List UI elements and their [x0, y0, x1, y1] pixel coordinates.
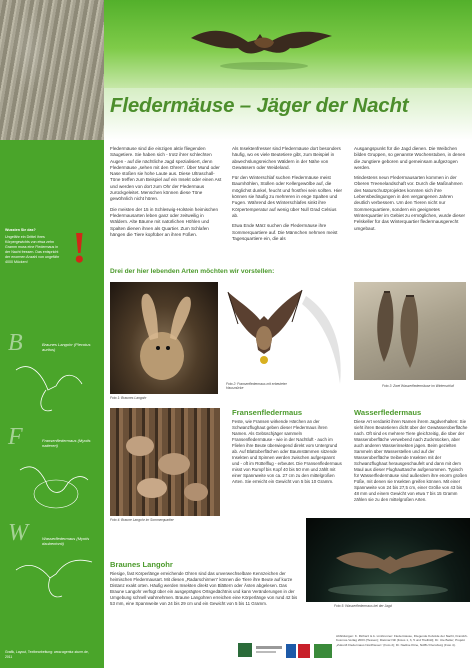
caption-photo-4: Foto 4: Braune Langohr im Sommerquartier [110, 518, 174, 522]
caption-photo-3: Foto 3: Zwei Wasserfledermäuse im Winterschlaf [382, 384, 454, 388]
brown-long-eared-text: Riesige, fast Körperlänge erreichende Ohren sind das unverwechselbare Kennzeichen der heimischen Fledermausart. Mit diesen „Radarschirmen“ können die Tiere ihre Beute auf kurze Distanz exakt orten. Häufig werden Insekten direkt von Blättern oder Ästen abgelesen. Das Braune Langohr verfügt über ein ausgeprägtes Ortsgedächtnis und kann Veränderungen in der Umgebung schnell wahrnehmen. Braune Langohren erreichen eine Körperlänge von rund 42 bis 53 mm, eine Spannweite von 24 bis 29 cm und ein Gewicht von 5 bis 11 Gramm. [110, 571, 298, 606]
intro-paragraph: Mindestens neun Fledermausarten kommen in der Oberen Treenelandschaft vor. Durch die Maßnahmen des Naturschutzprojektes konnten sich ihre Lebensbedingungen in den vergangenen Jahren deutlich verbessern. Um den Tieren nicht nur Sommerquartiere, sondern ein geeignetes Winterquartier im Gebiet zu ermöglichen, wurde dieser Felskeller für das Winterquartier fledermausgerecht umgebaut. [354, 175, 466, 231]
photo-brown-long-eared-bat [110, 282, 218, 394]
intro-column-1 [110, 146, 222, 242]
page-title: Fledermäuse – Jäger der Nacht [110, 94, 409, 117]
caption-photo-1: Foto 1: Braunes Langohr [110, 396, 147, 400]
hunting-figure [306, 518, 470, 602]
intro-column-3 [354, 146, 466, 236]
image-sources: Abbildungen: K. Richarz & A. Limbrunner: Fledermäuse, Fliegende Kobolde der Nacht, Franckh-Kosmos-Verlag 2003 (Hessen); Dietmar Nill (Fotos 1, 3, 5 und Titelbild); Dr. Ute Beller; Projekt „Zukunft Fledermaus Nordfriesen“ (Foto 2); Dr. Nadine Kline, NABU Flensburg (Foto 4). [336, 634, 468, 647]
hibernating-figure [354, 282, 466, 380]
roost-figure [110, 408, 220, 516]
intro-paragraph: Ausgangspunkt für die Jagd dienen. Die Weibchen bilden Gruppen, so genannte Wochenstuben, in denen die Jungtiere geboren und gemeinsam aufgezogen werden. [354, 146, 466, 170]
intro-paragraph: Für den Winterschlaf suchen Fledermäuse meist Baumhöhlen, Stollen oder Kellergewölbe auf, die möglichst dunkel, feucht und frostfrei sein sollten. Hier können sie häufig zu mehreren in enge Spalten und Fugen. Während des Winterschlafes sinkt ihre Körpertemperatur auf wenig über Null Grad Celsius ab. [232, 175, 343, 218]
flying-bat-photo [186, 20, 336, 72]
swoosh-decoration [300, 292, 360, 388]
photo-daubentons-hunting [306, 518, 470, 602]
natterers-bat-text: Feste, wie Fransen wirkende Härchen an der Schwanzflughaut geben dieser Fledermaus ihren Namen. Als Gebüschjäger sammeln Fransenfledermäuse - wie in der Nachtluft - auch im Flielen ihre Beute überwiegend direkt vom Untergrund ab. Auf Blattoberflächen oder Baumstämmen sitzende Insekten und Spinnen werden zwischen aufgespannt und - oft im Rüttelflug - erbeutet. Die Fransenfledermaus misst von Rumpf bis Kopf 40 bis 50 mm und zählt mit einer Spannweite von ca. 27 cm zu den mittelgroßen Arten. Sie erreicht ein Gewicht von 5 bis 10 Gramm. [232, 419, 342, 484]
exclamation-mark: ! [72, 223, 87, 272]
species-intro-line: Drei der hier lebenden Arten möchten wir vorstellen: [110, 268, 275, 275]
intro-paragraph: Als Insektenfresser sind Fledermäuse dort besonders häufig, wo es viele Beutetiere gibt, zum Beispiel in abwechslungsreichen Wäldern in der Nähe von Gewässern oder Weideland. [232, 146, 341, 170]
intro-paragraph: Die meisten der 15 in Schleswig-Holstein heimischen Fledermausarten leben ganz oder zeitweilig in Wäldern. Alte Bäume mit natürlichen Höhlen und Spalten dienen ihnen als Quartier. Zum Schlafen hängen die Tiere kopfüber an ihren Füßen. [110, 206, 219, 237]
sketch-label: Fransenfledermaus (Myotis nattereri) [42, 438, 91, 448]
daubentons-bat-heading: Wasserfledermaus [354, 408, 422, 417]
intro-paragraph: Fledermäuse sind die einzigen aktiv fliegenden Säugetiere. Sie haben sich - trotz ihrer schlechten Augen - auf die nächtliche Jagd spezialisiert, denn Fledermäuse „sehen mit den Ohren“. Über Mund oder Nase stoßen sie hohe Laute aus. Diese Ultraschall-Töne treffen zum Beispiel auf ein Insekt oder einen Ast und werden von dort zum Ohr der Fledermaus zurückgeleitet. Menschen können diese Töne gewöhnlich nicht hören. [110, 146, 222, 202]
logo-strip-icon [238, 640, 334, 662]
photo-summer-roost [110, 408, 220, 516]
did-you-know-heading: Wussten Sie das? [5, 228, 36, 232]
natterers-bat-heading: Fransenfledermaus [232, 408, 303, 417]
sketch-natterers [6, 424, 98, 512]
brown-long-eared-heading: Braunes Langohr [110, 560, 173, 569]
caption-photo-2: Foto 2: Fransenfledermaus mit erbeuteter Hausmücke [226, 382, 287, 391]
intro-column-2 [232, 146, 344, 246]
daubentons-bat-text: Diese Art verdankt ihren Namen ihrem Jagdverhalten: Sie sieht ihren Beutetieren dicht über der Gewässeroberfläche nach. Oft sind es mehrere Tiere gleichzeitig, die über der Wasseroberfläche verwebend nach Zuckmücken, aber auch anderen Wasserinsekten jagen. Beim gezielten Sammeln über Wasserstellen und auf der Wasseroberfläche treibende Insekten mit der Schwanzflughaut herausgeschaufelt und dann mit dem Maul aus dieser Flughauttasche aufgenommen. Typisch für Wasserfledermäuse sind außerdem ihre enorm großen Füße, mit denen sie Insekten greifen können. Mit einer Spannweite von 24 bis 27,5 cm, einer Größe von 43 bis 48 mm und einem Gewicht von etwa 7 bis 15 Gramm zählen sie zu den mittelgroßen Arten. [354, 419, 468, 502]
did-you-know-box [5, 228, 63, 265]
tree-bark-photo [0, 0, 104, 140]
sponsor-logos [238, 640, 334, 662]
design-credits: Grafik, Layout, Textbearbeitung: www.agentur-sturm.de, 2011 [5, 650, 89, 659]
sketch-label: Wasserfledermaus (Myotis daubentonii) [42, 536, 90, 546]
photo-daubentons-hibernating [354, 282, 466, 380]
photo-natterers-bat [224, 284, 304, 370]
sketch-letter: B [8, 330, 23, 356]
sketch-daubentons [6, 520, 98, 608]
fransen-figure [224, 284, 304, 370]
langohr-figure [110, 282, 218, 394]
sketch-letter: W [8, 520, 28, 546]
intro-paragraph: Etwa Ende März suchen die Fledermäuse ihre Sommerquartiere auf. Die Männchen nehmen meist Tagesquartiere ein, die als [232, 223, 338, 241]
did-you-know-text: Ungefähr ein Drittel ihres Körpergewichts von etwa zehn Gramm muss eine Fledermaus in der Nacht fressen. Das entspricht der enormen Anzahl von ungefähr 4000 Mücken! [5, 235, 60, 264]
sketch-letter: F [8, 424, 23, 450]
sketch-label: Braunes Langohr (Plecotus auritus) [42, 342, 91, 352]
caption-photo-5: Foto 5: Wasserfledermaus bei der Jagd [334, 604, 392, 608]
sketch-brown-long-eared [6, 330, 98, 418]
